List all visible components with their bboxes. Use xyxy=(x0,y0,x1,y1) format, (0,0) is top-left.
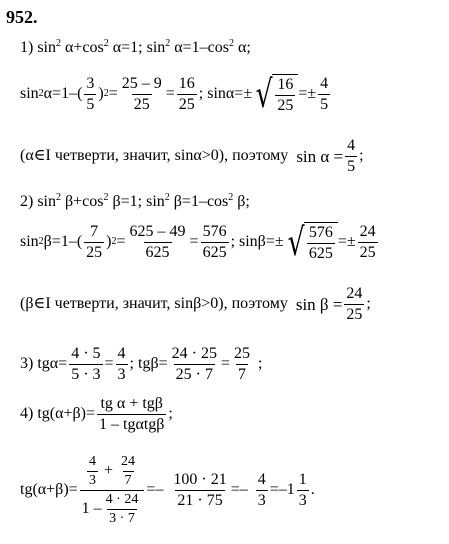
fraction: $\frac{1}{3}$ xyxy=(298,470,307,509)
p4-line1: 4) tg(α+β)= $\frac{\text{tg α + tgβ}}{\text{1 – tgαtgβ}}$ ; xyxy=(20,394,173,433)
fraction: $\frac{24}{7}$ xyxy=(121,453,136,488)
p3-line: 3) tgα= $\frac{4 \cdot 5}{5 \cdot 3}$ = $\frac{4}{3}$ ; tgβ= $\frac{24 \cdot 25}{25 \cdot 7}$ = $\frac{25}{7}$ ; xyxy=(20,344,263,383)
fraction: $\frac{576}{625}$ xyxy=(308,224,333,262)
fraction: $\frac{16}{25}$ xyxy=(178,74,195,113)
fraction: $\frac{100 \cdot 21}{21 \cdot 75}$ xyxy=(173,470,227,509)
fraction: $\frac{25 - 9}{25}$ xyxy=(121,74,162,113)
fraction: $\frac{4}{5}$ xyxy=(347,136,356,175)
p1-line2: sin 2 α=1–( $\frac{3}{5}$ ) 2 = $\frac{25 - 9}{25}$ = $\frac{16}{25}$ ; sinα=± √ $\frac{16}{25}$ =± $\frac{4}{5}$ xyxy=(20,72,329,116)
p4-line2: tg(α+β)= $\frac{4}{3}$ + $\frac{24}{7}$ 1 – $\frac{4 \cdot 24}{3 \cdot 7}$ =– $\frac{100 \cdot 21}{21 \cdot 75}$ =– $\frac{4}{3}$ =–1 $\frac{1}{3}$ . xyxy=(20,453,315,526)
fraction: $\frac{\text{tg α + tgβ}}{\text{1 – tgαtgβ}}$ xyxy=(99,394,165,433)
fraction: $\frac{24}{25}$ xyxy=(359,222,376,261)
square-root: √ $\frac{16}{25}$ xyxy=(252,74,298,114)
fraction: $\frac{576}{625}$ xyxy=(202,222,227,261)
complex-fraction: $\frac{4}{3}$ + $\frac{24}{7}$ 1 – $\frac{4 \cdot 24}{3 \cdot 7}$ xyxy=(80,455,145,526)
p2-line2: sin 2 β=1–( $\frac{7}{25}$ ) 2 = $\frac{625 - 49}{625}$ = $\frac{576}{625}$ ; sinβ=± √ $\frac{576}{625}$ =± $\frac{24}{25}$ xyxy=(20,220,376,264)
fraction: $\frac{4}{3}$ xyxy=(257,470,266,509)
problem-number: 952. xyxy=(6,7,38,27)
fraction: $\frac{16}{25}$ xyxy=(277,76,294,114)
square-root: √ $\frac{576}{625}$ xyxy=(284,222,338,262)
fraction: $\frac{24 \cdot 25}{25 \cdot 7}$ xyxy=(171,344,217,383)
p2-line1: 2) $\sin^2 \beta+\cos^2$ β=1; $\sin^2 \beta=1-\cos^2$ β; xyxy=(20,192,250,210)
fraction: $\frac{4}{5}$ xyxy=(320,74,329,113)
fraction: $\frac{4 \cdot 5}{5 \cdot 3}$ xyxy=(71,344,101,383)
fraction: $\frac{25}{7}$ xyxy=(233,344,250,383)
p1-line3: (α∈I четверти, значит, sinα>0), поэтому sin α = $\frac{4}{5}$ ; xyxy=(20,136,364,175)
fraction: $\frac{4 \cdot 24}{3 \cdot 7}$ xyxy=(105,491,139,526)
fraction: $\frac{4}{3}$ xyxy=(117,344,126,383)
p2-line3: (β∈I четверти, значит, sinβ>0), поэтому sin β = $\frac{24}{25}$ ; xyxy=(20,284,371,323)
fraction: $\frac{4}{3}$ xyxy=(88,453,96,488)
fraction: $\frac{625 - 49}{625}$ xyxy=(129,222,186,261)
p1-line1: 1) $\sin^2 \alpha+\cos^2$ α=1; $\sin^2 \alpha=1-\cos^2$ α; xyxy=(20,38,251,56)
fraction: $\frac{3}{5}$ xyxy=(86,74,95,113)
fraction: $\frac{7}{25}$ xyxy=(86,222,103,261)
fraction: $\frac{24}{25}$ xyxy=(346,284,363,323)
